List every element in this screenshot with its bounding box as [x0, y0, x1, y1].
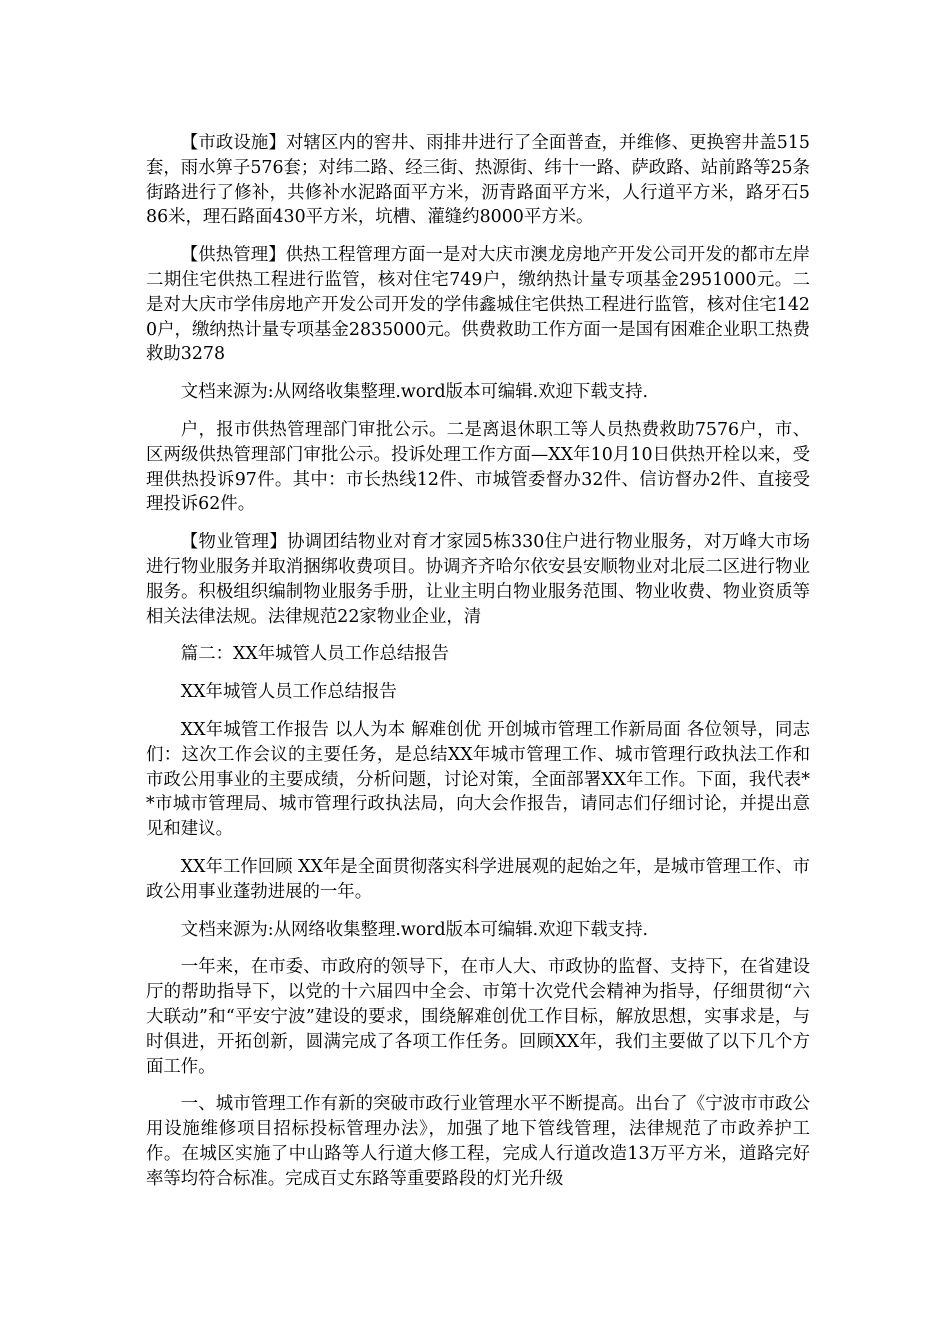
paragraph-year-summary: 一年来，在市委、市政府的领导下，在市人大、市政协的监督、支持下，在省建设厅的帮助指导下，以党的十六届四中全会、市第十次党代会精神为指导，仔细贯彻“六大联动”和“平安宁波”建设的要求，围绕解难创优工作目标，解放思想，实事求是，与时俱进，开拓创新，圆满完成了各项工作任务。回顾XX年，我们主要做了以下几个方面工作。	[146, 957, 810, 1077]
document-source-note: 文档来源为:从网络收集整理.word版本可编辑.欢迎下载支持.	[180, 382, 649, 403]
paragraph-year-review: XX年工作回顾 XX年是全面贯彻落实科学进展观的起始之年，是城市管理工作、市政公用事业蓬勃进展的一年。	[146, 856, 810, 902]
paragraph-report-intro: XX年城管工作报告 以人为本 解难创优 开创城市管理工作新局面 各位领导，同志们：这次工作会议的主要任务，是总结XX年城市管理工作、城市管理行政执法工作和市政公用事业的主要成绩，分析问题，讨论对策，全面部署XX年工作。下面，我代表**市城市管理局、城市管理行政执法局，向大会作报告，请同志们仔细讨论，并提出意见和建议。	[146, 719, 810, 840]
paragraph-property-management: 【物业管理】协调团结物业对育才家园5栋330住户进行物业服务，对万峰大市场进行物业服务并取消捆绑收费项目。协调齐齐哈尔依安县安顺物业对北辰二区进行物业服务。积极组织编制物业服务手册，让业主明白物业服务范围、物业收费、物业资质等相关法律法规。法律规范22家物业企业，清	[146, 532, 810, 627]
paragraph-municipal-facilities: 【市政设施】对辖区内的窖井、雨排井进行了全面普查，并维修、更换窖井盖515套，雨水箅子576套；对纬二路、经三街、热源街、纬十一路、萨政路、站前路等25条街路进行了修补，共修补水泥路面平方米，沥青路面平方米，人行道平方米，路牙石586米，理石路面430平方米，坑槽、灌缝约8000平方米。	[146, 133, 810, 228]
document-source-note: 文档来源为:从网络收集整理.word版本可编辑.欢迎下载支持.	[180, 919, 649, 940]
paragraph-heating-management: 【供热管理】供热工程管理方面一是对大庆市澳龙房地产开发公司开发的都市左岸二期住宅供热工程进行监管，核对住宅749户，缴纳热计量专项基金2951000元。二是对大庆市学伟房地产开发公司开发的学伟鑫城住宅供热工程进行监管，核对住宅1420户，缴纳热计量专项基金2835000元。供费救助工作方面一是国有困难企业职工热费救助3278	[146, 245, 810, 365]
report-title: XX年城管人员工作总结报告	[180, 682, 397, 703]
document-page	[146, 131, 810, 1204]
paragraph-heating-relief: 户，报市供热管理部门审批公示。二是离退休职工等人员热费救助7576户，市、区两级供热管理部门审批公示。投诉处理工作方面—XX年10月10日供热开栓以来，受理供热投诉97件。其中：市长热线12件、市城管委督办32件、信访督办2件、直接受理投诉62件。	[146, 419, 810, 515]
paragraph-city-management: 一、城市管理工作有新的突破市政行业管理水平不断提高。出台了《宁波市市政公用设施维修项目招标投标管理办法》，加强了地下管线管理，法律规范了市政养护工作。在城区实施了中山路等人行道大修工程，完成人行道改造13万平方米，道路完好率等均符合标准。完成百丈东路等重要路段的灯光升级	[146, 1094, 810, 1189]
section-heading: 篇二：XX年城管人员工作总结报告	[180, 644, 450, 665]
